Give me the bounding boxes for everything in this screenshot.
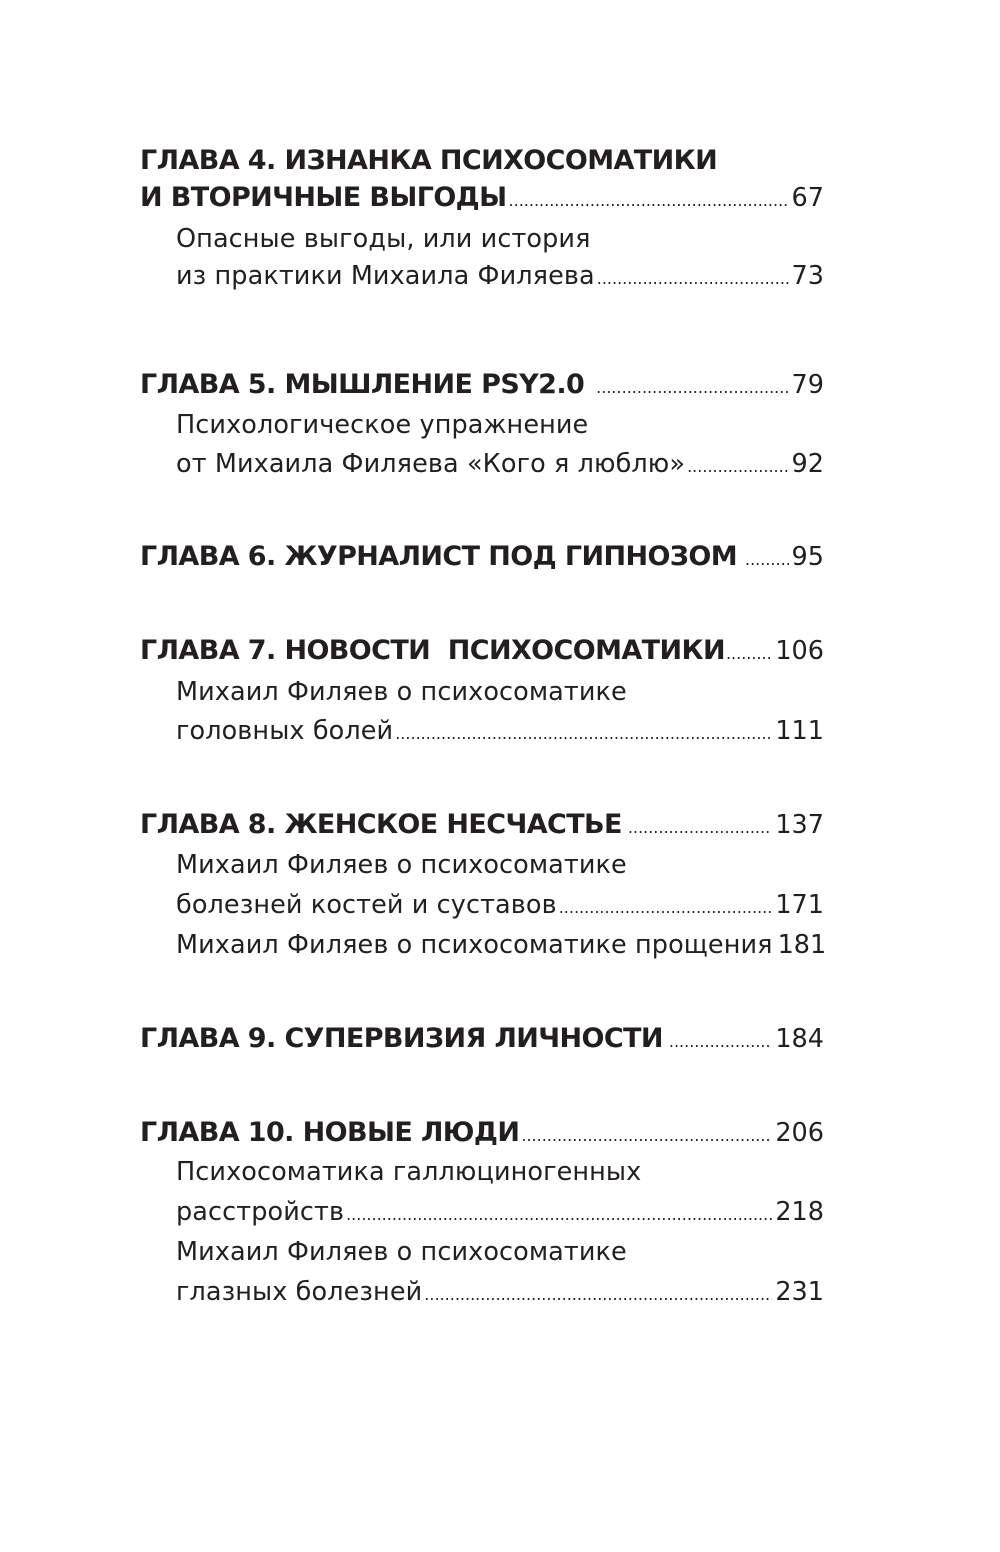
page-number: 231: [775, 1277, 824, 1307]
chapter-title: ГЛАВА 4. ИЗНАНКА ПСИХОСОМАТИКИ: [140, 145, 718, 176]
toc-subsection-line[interactable]: [176, 885, 824, 925]
subsection-title: болезней костей и суставов: [176, 890, 557, 920]
chapter-title: И ВТОРИЧНЫЕ ВЫГОДЫ: [140, 182, 507, 213]
page-number: 73: [791, 261, 824, 291]
dot-leader: [745, 540, 789, 580]
subsection-title: Психологическое упражнение: [176, 410, 589, 440]
chapter-title: ГЛАВА 5. МЫШЛЕНИЕ PSY2.0: [140, 369, 585, 400]
toc-subsection-line[interactable]: [176, 1272, 824, 1312]
toc-chapter-4-heading-line-2[interactable]: [140, 178, 824, 218]
page-number: 79: [791, 370, 824, 400]
page-number: 111: [775, 716, 824, 746]
toc-chapter-6-heading[interactable]: [140, 537, 824, 577]
dot-leader: [597, 259, 789, 299]
chapter-title: ГЛАВА 7. НОВОСТИ ПСИХОСОМАТИКИ: [140, 635, 725, 666]
subsection-title: из практики Михаила Филяева: [176, 261, 595, 291]
dot-leader: [726, 634, 772, 674]
subsection-title: Психосоматика галлюциногенных: [176, 1157, 642, 1187]
toc-subsection-line: [176, 1152, 824, 1192]
toc-subsection-line[interactable]: [176, 711, 824, 751]
page-number: 206: [775, 1118, 824, 1148]
dot-leader: [559, 888, 773, 928]
toc-chapter-4-heading-line-1: [140, 141, 824, 181]
page-number: 67: [791, 183, 824, 213]
toc-subsection-line: [176, 405, 824, 445]
subsection-title: от Михаила Филяева «Кого я люблю»: [176, 449, 686, 479]
dot-leader: [669, 1022, 772, 1062]
dot-leader: [521, 1116, 772, 1156]
toc-subsection-line: [176, 672, 824, 712]
toc-subsection-line[interactable]: [176, 1192, 824, 1232]
page-number: 92: [791, 449, 824, 479]
toc-subsection-line: [176, 219, 824, 259]
toc-chapter-8-heading[interactable]: [140, 805, 824, 845]
dot-leader: [424, 1275, 772, 1315]
subsection-title: Михаил Филяев о психосоматике прощения: [176, 930, 773, 960]
toc-chapter-9-heading[interactable]: [140, 1019, 824, 1059]
toc-chapter-10-heading[interactable]: [140, 1113, 824, 1153]
dot-leader: [509, 181, 789, 221]
toc-subsection-line[interactable]: [176, 256, 824, 296]
chapter-title: ГЛАВА 6. ЖУРНАЛИСТ ПОД ГИПНОЗОМ: [140, 541, 737, 572]
page-number: 171: [775, 890, 824, 920]
chapter-title: ГЛАВА 10. НОВЫЕ ЛЮДИ: [140, 1117, 520, 1148]
page-number: 95: [791, 542, 824, 572]
subsection-title: Опасные выгоды, или история: [176, 224, 591, 254]
dot-leader: [687, 447, 788, 487]
toc-subsection-line: [176, 1232, 824, 1272]
page-number: 181: [777, 930, 827, 960]
subsection-title: Михаил Филяев о психосоматике: [176, 1237, 627, 1267]
toc-chapter-7-heading[interactable]: [140, 631, 824, 671]
chapter-title: ГЛАВА 9. СУПЕРВИЗИЯ ЛИЧНОСТИ: [140, 1023, 663, 1054]
page-number: 184: [775, 1024, 824, 1054]
dot-leader: [346, 1195, 772, 1235]
page-number: 106: [775, 636, 824, 666]
dot-leader: [395, 714, 772, 754]
toc-subsection-line: [176, 845, 824, 885]
subsection-title: расстройств: [176, 1197, 345, 1227]
subsection-title: Михаил Филяев о психосоматике: [176, 677, 627, 707]
toc-chapter-5-heading[interactable]: [140, 365, 824, 405]
dot-leader: [596, 368, 788, 408]
subsection-title: головных болей: [176, 716, 394, 746]
subsection-title: Михаил Филяев о психосоматике: [176, 850, 627, 880]
page-number: 218: [775, 1197, 824, 1227]
toc-subsection-line[interactable]: [176, 925, 827, 965]
chapter-title: ГЛАВА 8. ЖЕНСКОЕ НЕСЧАСТЬЕ: [140, 809, 622, 840]
dot-leader: [628, 808, 772, 848]
page-number: 137: [775, 810, 824, 840]
toc-subsection-line[interactable]: [176, 444, 824, 484]
subsection-title: глазных болезней: [176, 1277, 423, 1307]
